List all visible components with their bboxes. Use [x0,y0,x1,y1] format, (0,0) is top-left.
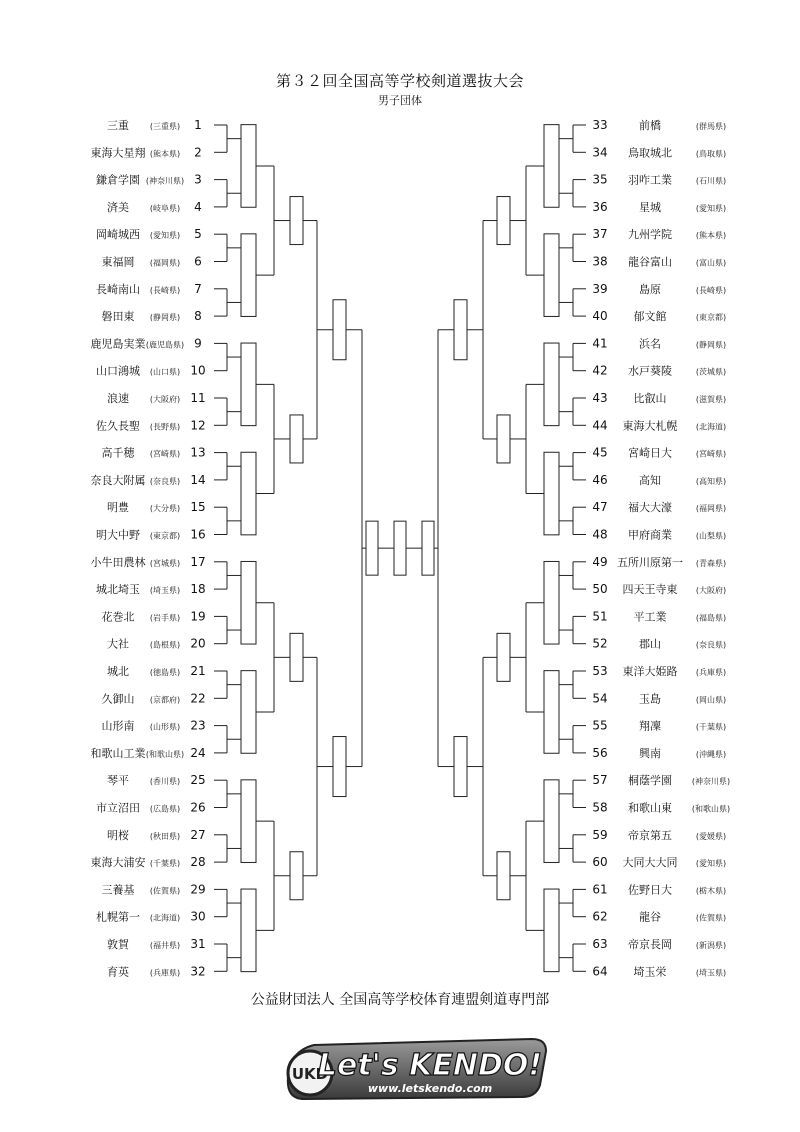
team-prefecture: (宮崎県) [695,449,727,459]
organizer-name: 公益財団法人 全国高等学校体育連盟剣道専門部 [250,992,550,1008]
team-prefecture: (青森県) [695,558,727,568]
seed-number: 35 [592,172,608,187]
seed-number: 58 [592,800,608,815]
seed-number: 33 [592,118,608,132]
team-name: 龍谷富山 [628,255,672,269]
team-name: 大社 [107,637,129,651]
team-name: 明豊 [107,501,129,515]
team-prefecture: (大阪府) [149,395,181,404]
team-name: 和歌山工業 [90,746,146,760]
team-prefecture: (岐阜県) [149,203,181,213]
seed-number: 56 [592,745,608,760]
team-prefecture: (熊本県) [149,149,181,159]
team-prefecture: (秋田県) [149,831,181,841]
team-prefecture: (埼玉県) [149,586,181,596]
team-name: 水戸葵陵 [628,364,672,378]
seed-number: 40 [592,309,608,324]
team-name: 久御山 [101,692,135,706]
team-prefecture: (北海道) [149,913,181,923]
team-prefecture: (栃木県) [695,886,727,896]
team-name: 前橋 [639,119,661,132]
seed-number: 64 [592,964,608,979]
seed-number: 30 [190,909,206,924]
team-name: 埼玉栄 [633,965,667,979]
seed-number: 54 [592,691,608,706]
team-name: 東海大札幌 [622,419,678,433]
team-prefecture: (沖縄県) [695,749,727,759]
seed-number: 31 [190,937,206,951]
team-name: 興南 [639,746,661,760]
team-name: 城北埼玉 [96,583,140,597]
lets-kendo-logo [270,1025,560,1111]
seed-number: 9 [194,336,202,351]
team-name: 和歌山東 [628,801,672,815]
team-name: 福大大濠 [628,501,672,515]
team-prefecture: (大分県) [149,504,181,514]
team-prefecture: (茨城県) [695,367,727,377]
match-box [241,452,256,535]
semifinal-box [366,521,378,575]
match-box [333,300,346,360]
team-name: 東洋大姫路 [622,665,678,678]
seed-number: 53 [592,664,608,678]
seed-number: 1 [194,118,202,132]
team-name: 東福岡 [101,255,135,269]
seed-number: 15 [190,500,206,515]
team-prefecture: (石川県) [695,176,727,186]
seed-number: 29 [190,882,206,897]
team-name: 磐田東 [101,310,135,324]
seed-number: 10 [190,363,206,378]
seed-number: 60 [592,855,608,870]
team-name: 桐蔭学園 [628,774,672,788]
team-prefecture: (京都府) [149,695,181,705]
seed-number: 51 [592,609,608,624]
match-box [241,125,256,208]
match-box [454,300,467,360]
team-prefecture: (熊本県) [695,231,727,241]
seed-number: 55 [592,718,608,733]
match-box [544,780,559,863]
team-name: 琴平 [107,774,129,788]
team-name: 明大中野 [96,528,140,542]
seed-number: 63 [592,937,608,951]
team-name: 東海大浦安 [90,856,146,870]
team-prefecture: (福岡県) [695,504,727,514]
team-prefecture: (山口県) [149,367,181,377]
team-name: 育英 [107,965,129,979]
team-name: 玉島 [639,692,661,706]
team-name: 九州学院 [628,228,672,242]
seed-number: 36 [592,199,608,214]
team-prefecture: (広島県) [149,804,181,814]
match-box [241,343,256,426]
team-prefecture: (和歌山県) [691,804,731,814]
bracket-lines [214,125,586,972]
team-prefecture: (和歌山県) [145,749,185,759]
team-name: 帝京第五 [628,828,672,842]
team-name: 山形南 [101,719,135,733]
seed-number: 34 [592,145,608,160]
team-prefecture: (滋賀県) [695,395,727,404]
team-name: 四天王寺東 [622,583,678,597]
team-name: 郁文館 [633,310,667,324]
team-name: 島原 [639,282,661,296]
page-subtitle: 男子団体 [378,94,422,107]
team-name: 佐久長聖 [96,419,140,433]
team-prefecture: (群馬県) [695,122,727,131]
team-name: 浜名 [639,337,661,351]
match-box [290,415,303,463]
team-name: 三養基 [101,883,135,897]
match-box [544,452,559,535]
match-box [290,197,303,245]
team-prefecture: (徳島県) [149,668,181,677]
match-box [544,889,559,972]
seed-number: 23 [190,718,206,733]
team-prefecture: (福岡県) [149,258,181,268]
seed-number: 12 [190,418,206,433]
team-prefecture: (静岡県) [149,313,181,323]
team-name: 比叡山 [633,392,667,405]
logo-badge-text: UKD [291,1065,329,1083]
team-prefecture: (愛知県) [695,859,727,869]
team-prefecture: (新潟県) [695,941,727,950]
team-prefecture: (愛知県) [149,231,181,241]
team-prefecture: (神奈川県) [691,777,731,787]
match-box [454,737,467,797]
seed-number: 57 [592,773,608,788]
seed-number: 6 [194,254,202,269]
team-name: 鳥取城北 [628,146,672,160]
team-name: 済美 [107,200,129,214]
team-name: 札幌第一 [96,910,140,924]
team-name: 佐野日大 [628,883,672,897]
team-prefecture: (富山県) [695,258,727,268]
team-prefecture: (神奈川県) [145,176,185,186]
team-prefecture: (兵庫県) [695,668,727,677]
seed-number: 38 [592,254,608,269]
seed-number: 62 [592,909,608,924]
match-box [497,633,510,681]
team-prefecture: (千葉県) [695,722,727,732]
seed-number: 28 [190,855,206,870]
seed-number: 27 [190,827,206,842]
match-box [290,633,303,681]
final-box [394,521,406,575]
match-box [241,561,256,644]
match-box [544,343,559,426]
match-box [333,737,346,797]
team-name: 五所川原第一 [617,555,683,569]
team-prefecture: (宮崎県) [149,449,181,459]
team-prefecture: (福井県) [149,941,181,950]
team-prefecture: (岩手県) [149,613,181,623]
team-prefecture: (鹿児島県) [145,340,185,350]
team-prefecture: (兵庫県) [149,968,181,978]
team-prefecture: (長野県) [149,422,181,432]
team-name: 敦賀 [107,938,129,951]
seed-number: 42 [592,363,608,378]
seed-number: 22 [190,691,206,706]
team-prefecture: (福島県) [695,613,727,623]
team-prefecture: (佐賀県) [695,913,727,923]
match-box [544,234,559,317]
match-box [544,561,559,644]
team-prefecture: (大阪府) [695,586,727,596]
seed-number: 4 [194,199,202,214]
team-prefecture: (鳥取県) [695,149,727,159]
seed-number: 14 [190,472,206,487]
team-prefecture: (愛媛県) [695,831,727,841]
seed-number: 43 [592,391,608,405]
seed-number: 24 [190,745,206,760]
seed-number: 44 [592,418,608,433]
team-prefecture: (長崎県) [149,285,181,295]
team-name: 星城 [639,200,661,214]
team-prefecture: (奈良県) [149,476,181,486]
seed-number: 13 [190,445,206,460]
seed-number: 25 [190,773,206,788]
seed-number: 37 [592,227,608,242]
seed-number: 11 [190,391,206,405]
team-name: 羽咋工業 [628,173,672,187]
team-name: 市立沼田 [96,801,140,815]
seed-number: 18 [190,582,206,597]
seed-number: 59 [592,827,608,842]
team-name: 高知 [639,473,661,487]
team-prefecture: (奈良県) [695,640,727,650]
seed-number: 7 [194,281,202,296]
seed-number: 49 [592,554,608,569]
seed-number: 50 [592,582,608,597]
team-prefecture: (三重県) [149,122,181,131]
team-prefecture: (静岡県) [695,340,727,350]
team-prefecture: (山梨県) [695,531,727,541]
seed-number: 46 [592,472,608,487]
match-box [241,234,256,317]
seed-number: 41 [592,336,608,351]
seed-number: 2 [194,145,202,160]
team-prefecture: (埼玉県) [695,968,727,978]
seed-number: 26 [190,800,206,815]
team-name: 翔凜 [639,719,661,733]
team-name: 大同大大同 [622,856,678,870]
team-name: 鹿児島実業 [90,337,146,351]
match-box [241,889,256,972]
team-prefecture: (山形県) [149,722,181,732]
team-name: 浪速 [107,392,129,405]
team-name: 三重 [107,119,129,132]
team-name: 明桜 [107,828,129,842]
logo-brand-text: Let's KENDO! [317,1048,543,1083]
team-name: 小牛田農林 [90,555,146,569]
team-name: 高千穂 [101,446,135,460]
semifinal-box [422,521,434,575]
match-box [497,415,510,463]
team-prefecture: (高知県) [695,476,727,486]
team-prefecture: (佐賀県) [149,886,181,896]
team-prefecture: (愛知県) [695,203,727,213]
seed-number: 8 [194,309,202,324]
team-prefecture: (香川県) [149,777,181,787]
match-box [544,125,559,208]
seed-number: 20 [190,636,206,651]
seed-number: 19 [190,609,206,624]
team-name: 帝京長岡 [628,938,672,951]
seed-number: 3 [194,172,202,187]
seed-number: 32 [190,964,206,979]
seed-number: 48 [592,527,608,542]
seed-number: 39 [592,281,608,296]
team-prefecture: (長崎県) [695,285,727,295]
team-name: 長崎南山 [96,282,140,296]
team-prefecture: (千葉県) [149,859,181,869]
logo-url-text: www.letskendo.com [367,1082,493,1095]
team-prefecture: (北海道) [695,422,727,432]
seed-number: 45 [592,445,608,460]
team-prefecture: (島根県) [149,640,181,650]
team-name: 東海大星翔 [90,146,146,160]
seed-number: 16 [190,527,206,542]
match-box [497,197,510,245]
match-box [497,852,510,900]
seed-number: 21 [190,664,206,678]
team-prefecture: (東京都) [149,531,181,541]
team-name: 鎌倉学園 [96,173,140,187]
match-box [241,671,256,754]
seed-number: 5 [194,227,202,242]
team-prefecture: (東京都) [695,313,727,323]
team-name: 岡崎城西 [96,228,140,242]
team-name: 山口鴻城 [96,364,140,378]
seed-number: 47 [592,500,608,515]
team-name: 奈良大附属 [90,473,146,487]
page-title: 第３２回全国高等学校剣道選抜大会 [275,72,524,90]
team-name: 郡山 [639,637,661,651]
match-box [290,852,303,900]
match-box [544,671,559,754]
team-name: 花巻北 [101,610,135,624]
team-prefecture: (岡山県) [695,695,727,705]
seed-number: 17 [190,554,206,569]
team-name: 甲府商業 [628,528,672,542]
team-name: 龍谷 [639,910,661,924]
match-box [241,780,256,863]
team-name: 平工業 [633,610,667,624]
seed-number: 61 [592,882,608,897]
team-name: 城北 [107,665,129,678]
team-name: 宮崎日大 [628,446,672,460]
seed-number: 52 [592,636,608,651]
team-prefecture: (宮城県) [149,558,181,568]
